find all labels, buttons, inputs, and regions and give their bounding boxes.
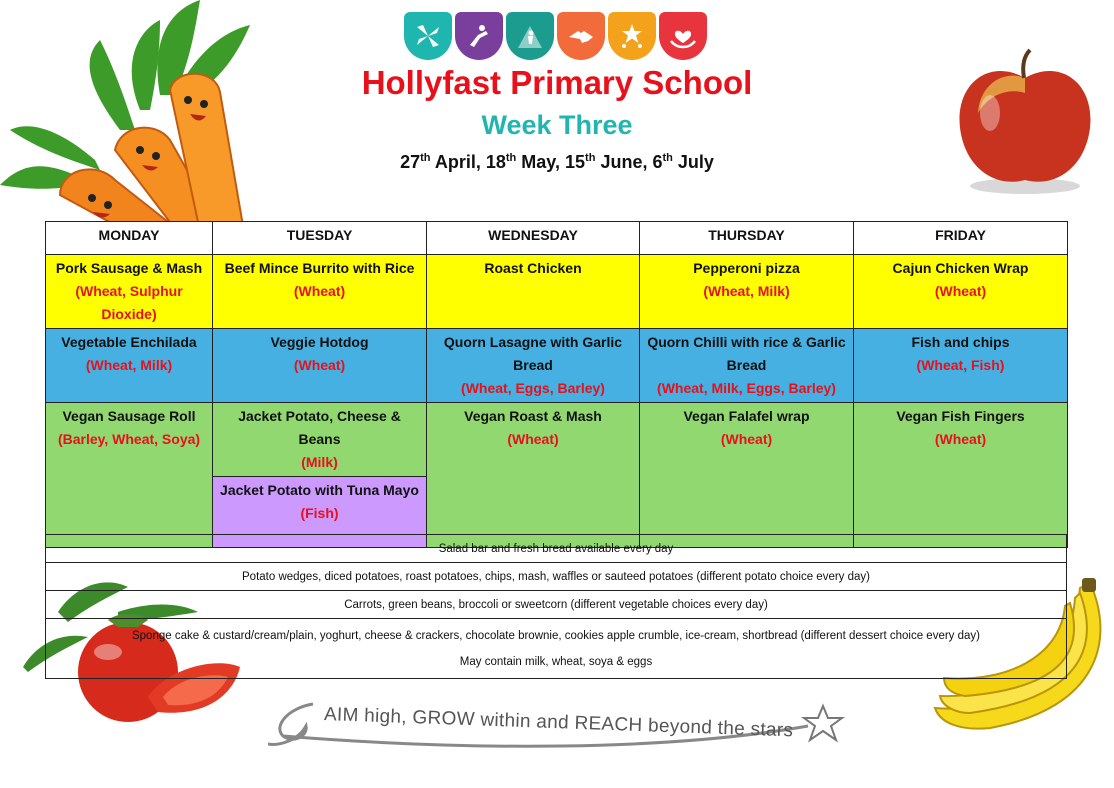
friendship-icon bbox=[608, 12, 656, 60]
date-4: 6th July bbox=[652, 152, 714, 172]
menu-row-main bbox=[46, 255, 1068, 329]
potato-note: Potato wedges, diced potatoes, roast potatoes, chips, mash, waffles or sauteed potatoes (different potato choice every day) bbox=[46, 563, 1067, 591]
menu-cell bbox=[213, 329, 427, 403]
dish-name: Quorn Lasagne with Garlic Bread bbox=[443, 334, 623, 373]
dish-name: Jacket Potato with Tuna Mayo bbox=[220, 482, 419, 498]
allergens: (Wheat) bbox=[293, 357, 346, 373]
day-header-monday: MONDAY bbox=[46, 222, 213, 255]
allergens: (Milk) bbox=[301, 454, 338, 470]
day-header-thursday: THURSDAY bbox=[640, 222, 854, 255]
menu-cell bbox=[46, 403, 213, 548]
weekly-menu-table bbox=[45, 221, 1068, 548]
salad-note: Salad bar and fresh bread available every day bbox=[46, 535, 1067, 563]
date-2: 18th May bbox=[485, 152, 555, 172]
dish-name: Vegan Fish Fingers bbox=[896, 408, 1025, 424]
allergens: (Wheat, Sulphur Dioxide) bbox=[75, 283, 183, 322]
dessert-note: Sponge cake & custard/cream/plain, yoghurt, cheese & crackers, chocolate brownie, cookies apple crumble, ice-cream, shortbread (different dessert choice every day) bbox=[131, 630, 980, 642]
date-1: 27th April bbox=[400, 152, 476, 172]
school-values-icons bbox=[404, 12, 710, 62]
menu-cell bbox=[427, 403, 640, 548]
menu-row-vegetarian bbox=[46, 329, 1068, 403]
courage-icon bbox=[455, 12, 503, 60]
day-header-tuesday: TUESDAY bbox=[213, 222, 427, 255]
menu-cell bbox=[640, 329, 854, 403]
menu-cell bbox=[213, 403, 427, 477]
allergens: (Wheat, Milk, Eggs, Barley) bbox=[657, 380, 836, 396]
dish-name: Roast Chicken bbox=[484, 260, 582, 276]
dish-name: Vegan Roast & Mash bbox=[464, 408, 602, 424]
dish-name: Quorn Chilli with rice & Garlic Bread bbox=[647, 334, 846, 373]
dish-name: Jacket Potato, Cheese & Beans bbox=[238, 408, 401, 447]
allergens: (Wheat) bbox=[507, 431, 559, 447]
menu-dates: 27th April, 18th May, 15th June, 6th July bbox=[400, 152, 714, 172]
school-motto: AIM high, GROW within and REACH beyond the stars bbox=[323, 704, 794, 742]
allergens: (Wheat) bbox=[720, 431, 773, 447]
kindness-icon bbox=[659, 12, 707, 60]
dish-name: Fish and chips bbox=[911, 334, 1010, 350]
dish-name: Vegan Sausage Roll bbox=[62, 408, 196, 424]
school-name: Hollyfast Primary School bbox=[361, 64, 753, 101]
allergens: (Wheat, Milk) bbox=[85, 357, 173, 373]
day-header-wednesday: WEDNESDAY bbox=[427, 222, 640, 255]
dish-name: Beef Mince Burrito with Rice bbox=[224, 260, 415, 276]
menu-cell bbox=[854, 403, 1068, 548]
menu-cell bbox=[640, 403, 854, 548]
menu-cell bbox=[213, 255, 427, 329]
allergens: (Wheat) bbox=[293, 283, 346, 299]
menu-cell bbox=[854, 255, 1068, 329]
vegetable-note: Carrots, green beans, broccoli or sweetcorn (different vegetable choices every day) bbox=[46, 591, 1067, 619]
dessert-cell bbox=[46, 619, 1067, 679]
day-header-row bbox=[46, 222, 1068, 255]
date-3: 15th June bbox=[565, 152, 643, 172]
allergens: (Barley, Wheat, Soya) bbox=[57, 431, 201, 447]
collaboration-icon bbox=[404, 12, 452, 60]
menu-cell bbox=[427, 329, 640, 403]
menu-cell bbox=[640, 255, 854, 329]
allergens: (Fish) bbox=[300, 505, 339, 521]
menu-cell bbox=[46, 329, 213, 403]
respect-icon bbox=[557, 12, 605, 60]
allergens: (Wheat, Fish) bbox=[916, 357, 1005, 373]
perseverance-icon bbox=[506, 12, 554, 60]
day-header-friday: FRIDAY bbox=[854, 222, 1068, 255]
menu-cell bbox=[46, 255, 213, 329]
dish-name: Pepperoni pizza bbox=[693, 260, 800, 276]
menu-cell bbox=[854, 329, 1068, 403]
menu-row-vegan bbox=[46, 403, 1068, 477]
dish-name: Vegetable Enchilada bbox=[61, 334, 197, 350]
allergens: (Wheat) bbox=[934, 283, 987, 299]
dish-name: Veggie Hotdog bbox=[270, 334, 369, 350]
dish-name: Pork Sausage & Mash bbox=[55, 260, 203, 276]
menu-cell bbox=[427, 255, 640, 329]
dish-name: Vegan Falafel wrap bbox=[683, 408, 810, 424]
menu-extras-table bbox=[45, 534, 1067, 679]
dish-name: Cajun Chicken Wrap bbox=[892, 260, 1029, 276]
allergens: (Wheat, Milk) bbox=[703, 283, 790, 299]
allergy-note: May contain milk, wheat, soya & eggs bbox=[459, 656, 653, 668]
allergens: (Wheat, Eggs, Barley) bbox=[461, 380, 605, 396]
week-label: Week Three bbox=[481, 110, 633, 140]
allergens: (Wheat) bbox=[934, 431, 987, 447]
